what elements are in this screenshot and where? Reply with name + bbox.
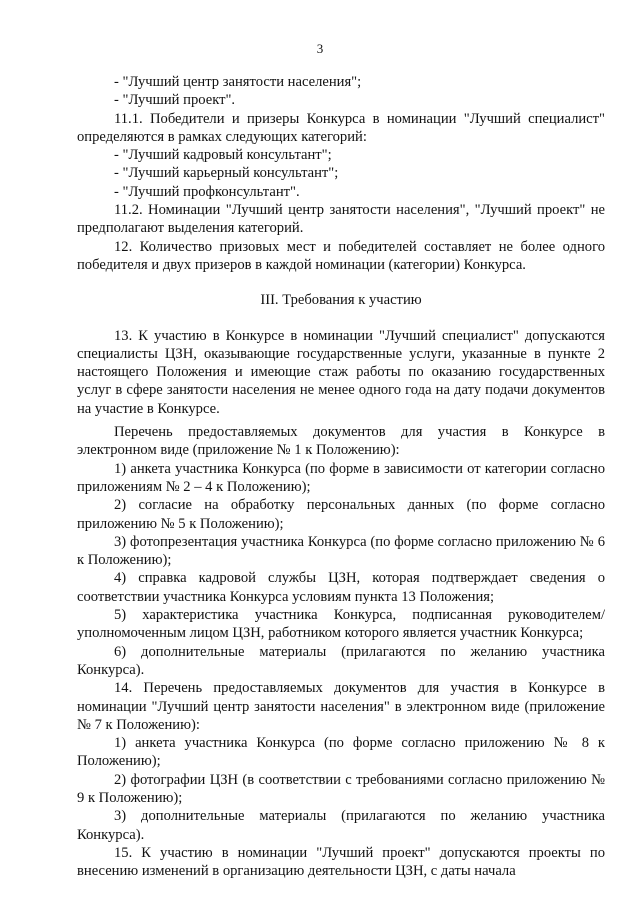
paragraph: - "Лучший кадровый консультант"; bbox=[114, 147, 332, 164]
list-item: 3) фотопрезентация участника Конкурса (по форме согласно приложению № 6 к Положению); bbox=[77, 533, 605, 569]
paragraph: - "Лучший карьерный консультант"; bbox=[114, 165, 339, 182]
list-item: 4) справка кадровой службы ЦЗН, которая подтверждает сведения о соответствии участника Конкурса условиям пункта 13 Положения; bbox=[77, 570, 605, 605]
paragraph: - "Лучший центр занятости населения"; bbox=[114, 74, 362, 90]
paragraph: 15. К участию в номинации "Лучший проект" допускаются проекты по внесению изменений в организацию деятельности ЦЗН, с даты начала bbox=[77, 844, 605, 880]
paragraph: 13. К участию в Конкурсе в номинации "Лучший специалист" допускаются специалисты ЦЗН, оказывающие государственные услуги, указанные в пункте 2 настоящего Положения и имеющие стаж работы по оказанию государственных услуг в сфере занятости населения не менее одного года на дату подачи документов на участие в Конкурсе. bbox=[77, 327, 605, 417]
document-body bbox=[77, 73, 605, 880]
list-item: 5) характеристика участника Конкурса, подписанная руководителем/уполномоченным лицом ЦЗН, работником которого является участник Конкурса; bbox=[77, 607, 605, 642]
paragraph: - "Лучший проект". bbox=[114, 92, 236, 109]
list-item: 3) дополнительные материалы (прилагаются по желанию участника Конкурса). bbox=[77, 808, 605, 843]
paragraph: - "Лучший профконсультант". bbox=[114, 183, 300, 200]
section-heading: III. Требования к участию bbox=[260, 292, 422, 309]
list-item: 2) согласие на обработку персональных данных (по форме согласно приложению № 5 к Положению); bbox=[77, 497, 605, 532]
paragraph: 12. Количество призовых мест и победителей составляет не более одного победителя и двух призеров в каждой номинации (категории) Конкурса. bbox=[77, 238, 605, 273]
page-number: 3 bbox=[316, 41, 324, 56]
paragraph: 11.1. Победители и призеры Конкурса в номинации "Лучший специалист" определяются в рамках следующих категорий: bbox=[77, 110, 605, 145]
list-item: 2) фотографии ЦЗН (в соответствии с требованиями согласно приложению № 9 к Положению); bbox=[77, 771, 605, 806]
list-item: 1) анкета участника Конкурса (по форме согласно приложению № 8 к Положению); bbox=[77, 735, 605, 770]
paragraph: 11.2. Номинации "Лучший центр занятости населения", "Лучший проект" не предполагают выделения категорий. bbox=[77, 202, 605, 237]
paragraph: Перечень предоставляемых документов для участия в Конкурсе в электронном виде (приложение № 1 к Положению): bbox=[77, 424, 605, 459]
list-item: 6) дополнительные материалы (прилагаются по желанию участника Конкурса). bbox=[77, 643, 605, 678]
list-item: 1) анкета участника Конкурса (по форме в зависимости от категории согласно приложениям № 2 – 4 к Положению); bbox=[77, 460, 605, 495]
paragraph: 14. Перечень предоставляемых документов для участия в Конкурсе в номинации "Лучший центр занятости населения" в электронном виде (приложение № 7 к Положению): bbox=[77, 680, 605, 733]
